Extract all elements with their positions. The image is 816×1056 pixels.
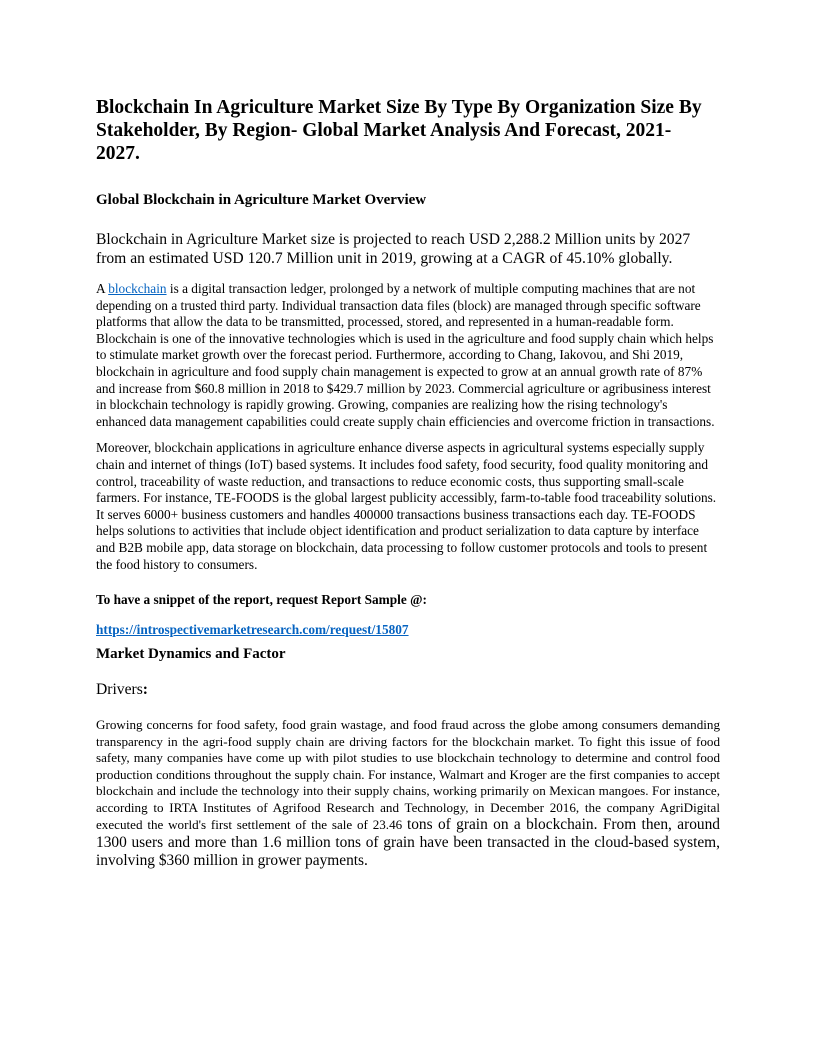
- document-page: [96, 96, 720, 870]
- blockchain-definition-paragraph: A blockchain is a digital transaction ledger, prolonged by a network of multiple computing machines that are not depending on a trusted third party. Individual transaction data files (block) are managed through specific software platforms that allow the data to be transmitted, processed, stored, and represented in a human-readable form. Blockchain is one of the innovative technologies which is used in the agriculture and food supply chain which helps to stimulate market growth over the forecast period. Furthermore, according to Chang, Iakovou, and Shi 2019, blockchain in agriculture and food supply chain management is expected to grow at an annual growth rate of 87% and increase from $60.8 million in 2018 to $429.7 million by 2023. Commercial agriculture or agribusiness interest in blockchain technology is rapidly growing. Growing, companies are realizing how the rising technology's enhanced data management capabilities could create supply chain efficiencies and overcome friction in transactions.: [96, 281, 715, 429]
- market-size-lead: Blockchain in Agriculture Market size is projected to reach USD 2,288.2 Million units by 2027 from an estimated USD 120.7 Million unit in 2019, growing at a CAGR of 45.10% globally.: [96, 231, 691, 267]
- document-title: Blockchain In Agriculture Market Size By Type By Organization Size By Stakeholder, By Region- Global Market Analysis And Forecast, 2021- 2027.: [96, 97, 702, 164]
- report-sample-link[interactable]: https://introspectivemarketresearch.com/request/15807: [96, 621, 409, 637]
- overview-heading: Global Blockchain in Agriculture Market Overview: [96, 192, 427, 208]
- drivers-heading: Drivers:: [96, 681, 148, 699]
- report-sample-text: To have a snippet of the report, request Report Sample @:: [96, 592, 427, 608]
- applications-paragraph: Moreover, blockchain applications in agriculture enhance diverse aspects in agricultural systems especially supply chain and internet of things (IoT) based systems. It includes food safety, food security, food quality monitoring and control, traceability of waste reduction, and transactions to reduce economic costs, thus supporting small-scale farmers. For instance, TE-FOODS is the global largest publicity accessibly, farm-to-table food traceability solutions. It serves 6000+ business customers and handles 400000 transactions business transactions each day. TE-FOODS helps solutions to activities that include object identification and product serialization to data capture by interface and B2B mobile app, data storage on blockchain, data processing to follow customer protocols and tools to present the food history to consumers.: [96, 440, 717, 572]
- blockchain-link[interactable]: blockchain: [108, 281, 167, 296]
- report-sample-paragraph: [96, 622, 720, 639]
- dynamics-heading: Market Dynamics and Factor: [96, 646, 286, 663]
- drivers-paragraph: Growing concerns for food safety, food grain wastage, and food fraud across the globe among consumers demanding transparency in the agri-food supply chain are driving factors for the blockchain market. To fight this issue of food safety, many companies have come up with pilot studies to use blockchain technology to determine and control food production conditions throughout the supply chain. For instance, Walmart and Kroger are the first companies to accept blockchain and include the technology into their supply chains, working primarily on Mexican mangoes. For instance, according to IRTA Institutes of Agrifood Research and Technology, in December 2016, the company AgriDigital executed the world's first settlement of the sale of 23.46 tons of grain on a blockchain. From then, around 1300 users and more than 1.6 million tons of grain have been transacted in the cloud-based system, involving $360 million in grower payments.: [96, 717, 720, 870]
